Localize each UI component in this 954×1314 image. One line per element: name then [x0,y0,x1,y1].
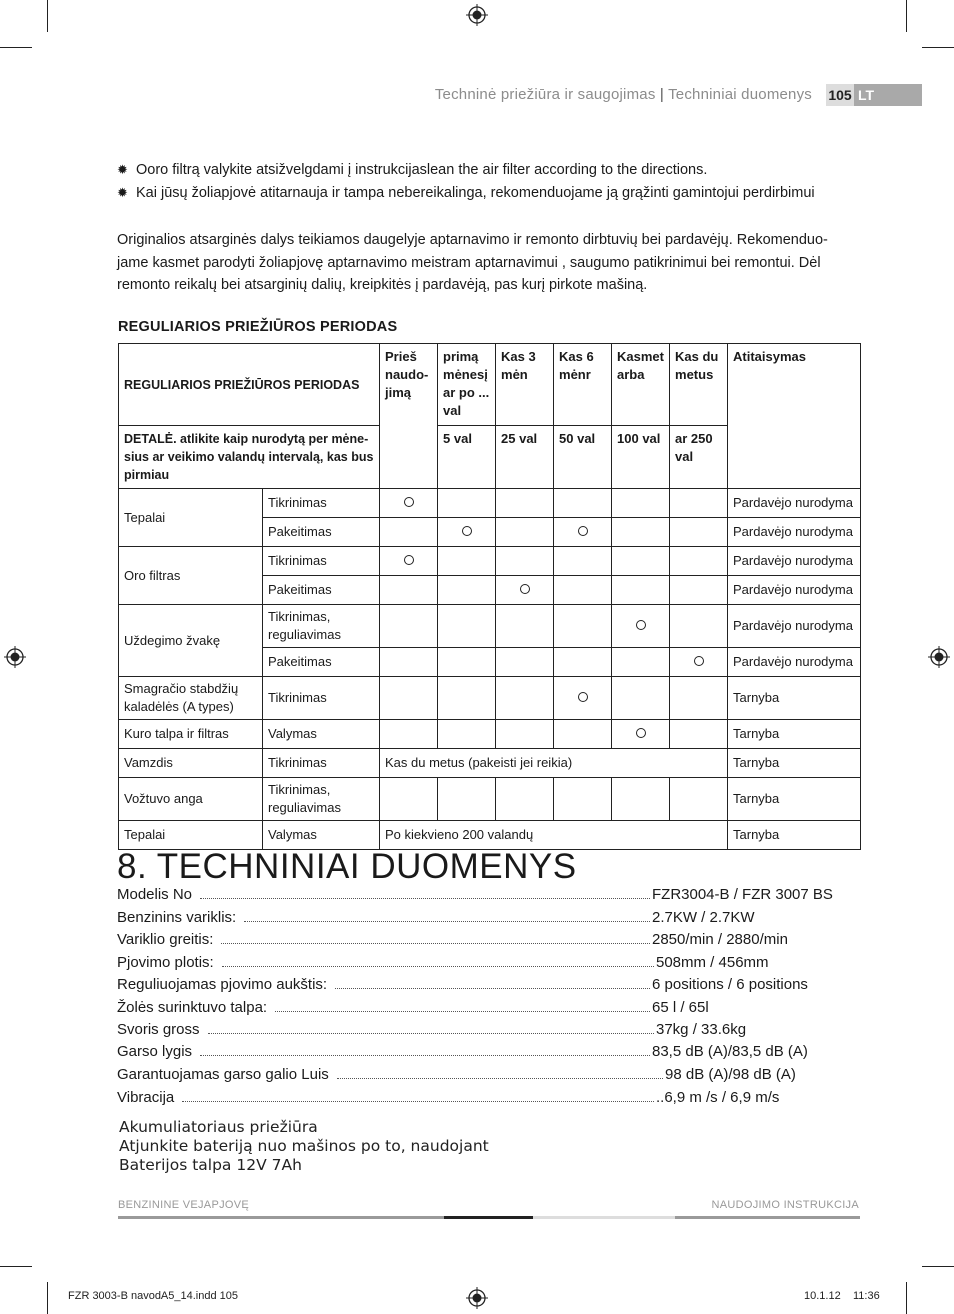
fix-cell: Tarnyba [728,778,861,821]
interval-cell [438,547,496,576]
action-cell: Tikrinimas, reguliavimas [263,605,380,648]
interval-cell [612,605,670,648]
schedule-section-title: REGULIARIOS PRIEŽIŪROS PERIODAS [118,319,398,335]
spec-label: Benzinins variklis: [117,909,237,926]
interval-cell [496,576,554,605]
col-header: Kasmet arba [612,344,670,426]
dotted-leader [200,1055,650,1056]
dotted-leader [221,943,650,944]
part-cell: Tepalai [119,821,263,850]
interval-cell [612,778,670,821]
interval-cell [380,605,438,648]
check-mark-icon [578,526,588,536]
battery-heading: Akumuliatoriaus priežiūra [119,1118,318,1136]
fix-cell: Tarnyba [728,821,861,850]
interval-cell [380,547,438,576]
check-mark-icon [404,555,414,565]
interval-cell [612,547,670,576]
registration-mark-icon [466,1287,488,1309]
footer-bar [675,1216,860,1219]
hours-cell: 50 val [554,426,612,489]
interval-cell [554,605,612,648]
interval-cell [380,677,438,720]
interval-cell [670,720,728,749]
interval-cell [670,518,728,547]
slug-date: 10.1.12 [804,1290,841,1302]
table-header-row [119,344,861,426]
interval-cell [554,720,612,749]
crop-mark [47,1282,48,1314]
gear-bullet-icon: ✹ [117,162,128,177]
spec-label: Garso lygis [117,1043,193,1060]
interval-cell [496,648,554,677]
spec-value: 2850/min / 2880/min [652,931,788,948]
action-cell: Valymas [263,720,380,749]
spec-label: Variklio greitis: [117,931,214,948]
fix-cell: Pardavėjo nurodyma [728,518,861,547]
detail-note: DETALĖ. atlikite kaip nurodytą per mėne-sius ar veikimo valandų intervalą, kas bus pirmiau [119,426,380,489]
interval-cell [438,648,496,677]
interval-cell [670,605,728,648]
spec-label: Reguliuojamas pjovimo aukštis: [117,976,328,993]
col-header: primą mėnesį ar po ... val [438,344,496,426]
interval-cell [554,677,612,720]
battery-line: Baterijos talpa 12V 7Ah [119,1156,302,1174]
fix-cell: Tarnyba [728,720,861,749]
dotted-leader [222,966,654,967]
interval-cell [438,518,496,547]
header-section-a: Techninė priežiūra ir saugojimas [434,86,656,103]
spec-value: 37kg / 33.6kg [656,1021,747,1038]
interval-cell [670,576,728,605]
interval-cell [496,778,554,821]
check-mark-icon [404,497,414,507]
part-cell: Vožtuvo anga [119,778,263,821]
part-cell: Tepalai [119,489,263,547]
hours-cell: ar 250 val [670,426,728,489]
spec-value: FZR3004-B / FZR 3007 BS [652,886,833,903]
tech-data-title: 8. TECHNINIAI DUOMENYS [117,847,577,886]
header-separator: | [659,86,664,103]
fix-cell: Tarnyba [728,677,861,720]
action-cell: Valymas [263,821,380,850]
crop-mark [47,0,48,32]
spec-label: Garantuojamas garso galio Luis [117,1066,329,1083]
dotted-leader [200,898,650,899]
interval-cell [554,489,612,518]
spec-value: 6 positions / 6 positions [652,976,808,993]
page-number: 105 [826,84,854,106]
spec-value: 508mm / 456mm [656,954,769,971]
interval-cell [554,547,612,576]
table-row [119,489,861,518]
fix-cell: Pardavėjo nurodyma [728,489,861,518]
col-header: Atitaisymas [728,344,861,489]
hours-cell: 100 val [612,426,670,489]
part-cell: Oro filtras [119,547,263,605]
interval-cell [380,778,438,821]
crop-mark [922,47,954,48]
action-cell: Pakeitimas [263,648,380,677]
intro-line: jame kasmet parodyti žoliapjovę aptarnavimo meistram aptarnavimui , saugumo patikrinimui bei remontui. Dėl [117,254,821,271]
footer-bar [444,1216,533,1219]
fix-cell: Pardavėjo nurodyma [728,547,861,576]
action-cell: Tikrinimas [263,547,380,576]
maintenance-schedule-table [118,343,861,850]
spec-label: Žolės surinktuvo talpa: [117,999,268,1016]
interval-cell [670,677,728,720]
interval-cell [496,605,554,648]
interval-cell [612,489,670,518]
spec-value: 83,5 dB (A)/83,5 dB (A) [652,1043,808,1060]
col-header: Prieš naudo-jimą [380,344,438,489]
table-row [119,720,861,749]
interval-cell [496,677,554,720]
crop-mark [0,47,32,48]
spec-value: ..6,9 m /s / 6,9 m/s [656,1089,780,1106]
part-cell: Kuro talpa ir filtras [119,720,263,749]
hours-cell: 5 val [438,426,496,489]
action-cell: Tikrinimas [263,489,380,518]
table-row [119,605,861,648]
gear-bullet-icon: ✹ [117,185,128,200]
check-mark-icon [578,692,588,702]
interval-cell [612,677,670,720]
dotted-leader [275,1011,650,1012]
table-row [119,778,861,821]
schedule-body [119,489,861,850]
running-header [435,86,812,103]
interval-cell [670,547,728,576]
fix-cell: Pardavėjo nurodyma [728,576,861,605]
header-section-b: Techniniai duomenys [668,86,812,103]
interval-cell [496,720,554,749]
interval-cell [670,778,728,821]
check-mark-icon [520,584,530,594]
interval-cell [554,778,612,821]
check-mark-icon [636,620,646,630]
interval-cell [496,518,554,547]
footer-left: BENZININE VEJAPJOVĘ [118,1199,250,1211]
interval-cell [554,518,612,547]
bullet-text: Kai jūsų žoliapjovė atitarnauja ir tampa nebereikalinga, rekomenduojame ją grąžinti gamintojui perdirbimui [136,185,815,201]
table-row [119,677,861,720]
part-cell: Vamzdis [119,749,263,778]
spec-label: Svoris gross [117,1021,200,1038]
col-header: Kas 3 mėn [496,344,554,426]
registration-mark-icon [4,646,26,668]
bullet-item [117,185,815,201]
action-cell: Tikrinimas [263,749,380,778]
action-cell: Tikrinimas, reguliavimas [263,778,380,821]
battery-line: Atjunkite bateriją nuo mašinos po to, naudojant [119,1137,489,1155]
intro-paragraph [117,229,861,297]
table-row [119,821,861,850]
corner-title: REGULIARIOS PRIEŽIŪROS PERIODAS [119,344,380,426]
interval-cell [612,720,670,749]
interval-cell [612,648,670,677]
fix-cell: Pardavėjo nurodyma [728,605,861,648]
spec-label: Modelis No [117,886,193,903]
spec-value: 98 dB (A)/98 dB (A) [665,1066,796,1083]
footer-right: NAUDOJIMO INSTRUKCIJA [711,1199,859,1211]
action-cell: Tikrinimas [263,677,380,720]
bullet-item [117,162,707,178]
col-header: Kas 6 mėnr [554,344,612,426]
fix-cell: Pardavėjo nurodyma [728,648,861,677]
fix-cell: Tarnyba [728,749,861,778]
language-code: LT [858,87,875,103]
interval-cell [380,720,438,749]
check-mark-icon [694,656,704,666]
dotted-leader [182,1101,654,1102]
spec-label: Vibracija [117,1089,175,1106]
interval-cell [670,489,728,518]
check-mark-icon [636,728,646,738]
action-cell: Pakeitimas [263,518,380,547]
col-header: Kas du metus [670,344,728,426]
dotted-leader [208,1033,654,1034]
table-row [119,749,861,778]
crop-mark [0,1266,32,1267]
crop-mark [906,0,907,32]
spec-value: 65 l / 65l [652,999,709,1016]
footer-bar [533,1216,675,1219]
table-row [119,547,861,576]
slug-time: 11:36 [853,1290,880,1302]
part-cell: Smagračio stabdžių kaladėlės (A types) [119,677,263,720]
footer-bar [118,1216,444,1219]
interval-cell [438,720,496,749]
dotted-leader [335,988,650,989]
interval-cell [438,677,496,720]
bullet-text: Ooro filtrą valykite atsižvelgdami į instrukcijaslean the air filter according to the directions. [136,162,708,178]
spec-label: Pjovimo plotis: [117,954,214,971]
crop-mark [906,1282,907,1314]
interval-cell [380,518,438,547]
dotted-leader [244,921,650,922]
interval-cell [438,778,496,821]
hours-cell: 25 val [496,426,554,489]
registration-mark-icon [928,646,950,668]
intro-line: Originalios atsarginės dalys teikiamos daugelyje aptarnavimo ir remonto dirbtuvių bei pardavėjų. Rekomenduo- [117,232,828,248]
action-cell: Pakeitimas [263,576,380,605]
interval-cell [612,576,670,605]
spec-value: 2.7KW / 2.7KW [652,909,755,926]
interval-cell [496,547,554,576]
interval-cell [670,648,728,677]
check-mark-icon [462,526,472,536]
part-cell: Uždegimo žvakę [119,605,263,677]
interval-cell [554,648,612,677]
slug-file: FZR 3003-B navodA5_14.indd 105 [68,1290,239,1302]
interval-cell [380,489,438,518]
dotted-leader [337,1078,663,1079]
interval-cell [554,576,612,605]
intro-line: remonto reikalų bei atsarginių dalių, kreipkitės į pardavėją, pas kurį pirkote mašiną. [117,277,648,293]
registration-mark-icon [466,4,488,26]
crop-mark [922,1266,954,1267]
interval-cell [380,576,438,605]
span-note-cell: Po kiekvieno 200 valandų [380,821,728,850]
interval-cell [380,648,438,677]
interval-cell [438,489,496,518]
span-note-cell: Kas du metus (pakeisti jei reikia) [380,749,728,778]
interval-cell [438,605,496,648]
interval-cell [438,576,496,605]
interval-cell [496,489,554,518]
interval-cell [612,518,670,547]
